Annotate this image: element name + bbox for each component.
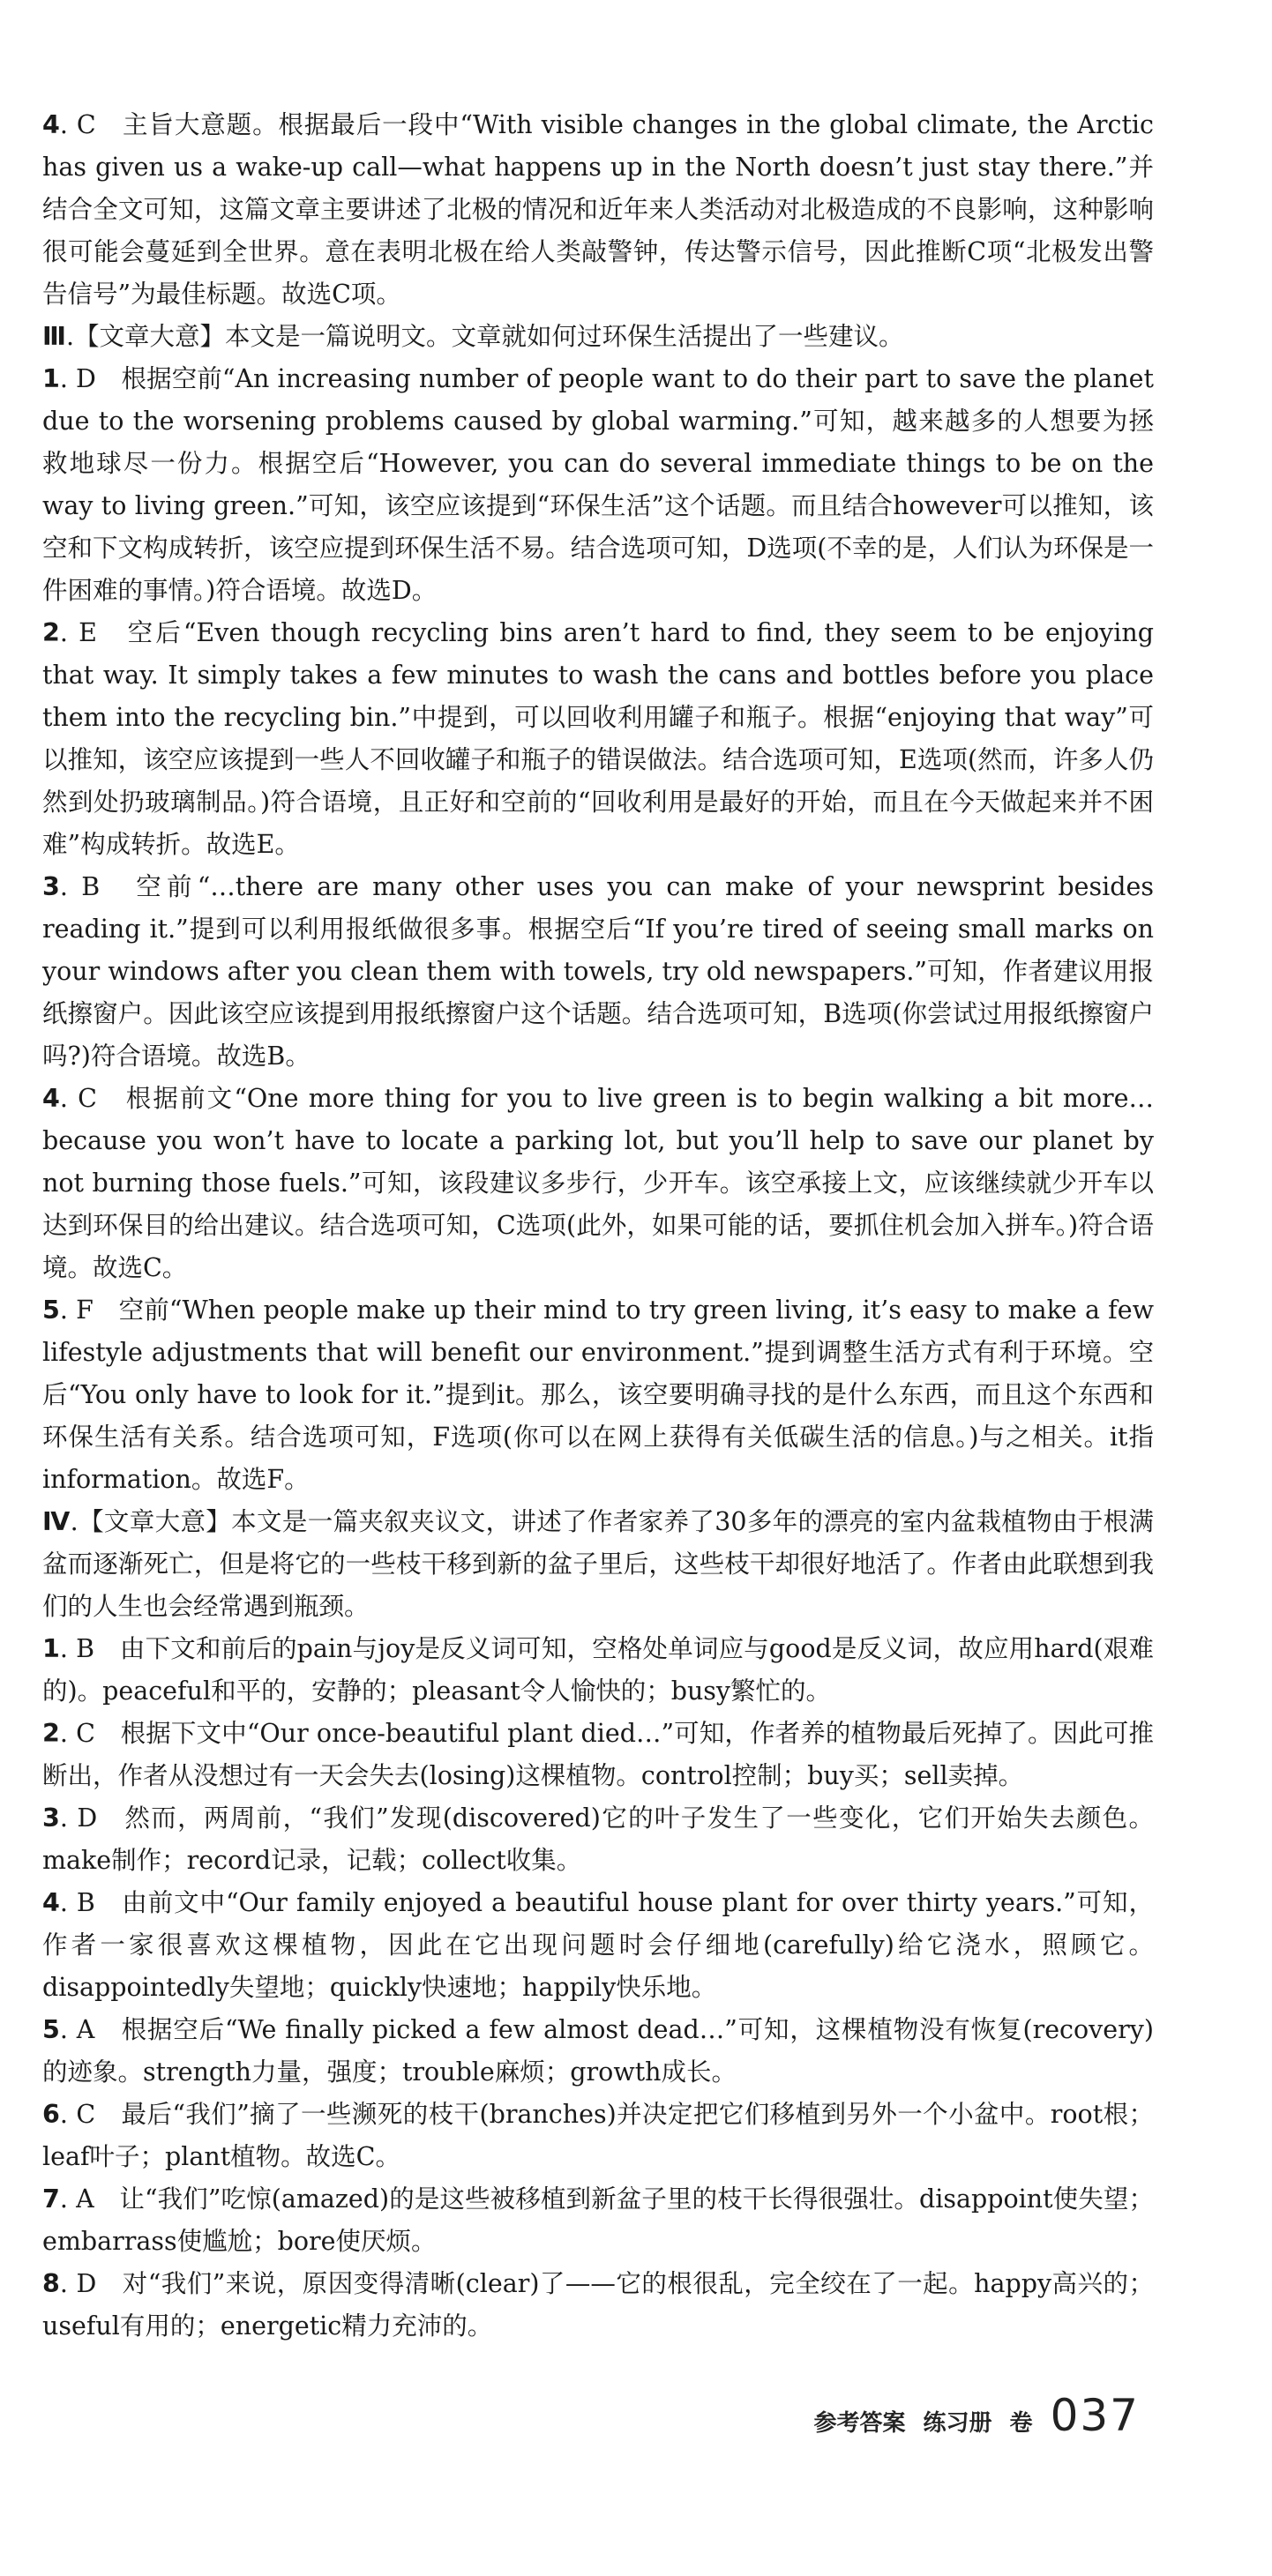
section-number: Ⅳ (42, 1507, 71, 1536)
item-text: . D 对“我们”来说，原因变得清晰(clear)了——它的根很乱，完全绞在了一起。happy高兴的；useful有用的；energetic精力充沛的。 (42, 2269, 1154, 2341)
item-text: . D 然而，两周前，“我们”发现(discovered)它的叶子发生了一些变化，它们开始失去颜色。make制作；record记录，记载；collect收集。 (42, 1803, 1154, 1875)
item-text: . A 让“我们”吃惊(amazed)的是这些被移植到新盆子里的枝干长得很强壮。disappoint使失望；embarrass使尴尬；bore使厌烦。 (42, 2184, 1154, 2256)
workbook-label: 练习册 (923, 2410, 992, 2437)
answer-iv-7 (42, 2178, 1154, 2263)
item-number: 3 (42, 872, 60, 901)
answer-iii-4 (42, 1078, 1154, 1289)
answer-iv-2 (42, 1713, 1154, 1797)
answer-content (42, 104, 1154, 2348)
volume-label: 卷 (1009, 2410, 1033, 2437)
item-number: 7 (42, 2184, 60, 2214)
item-text: . E 空后“Even though recycling bins aren’t hard to find, they seem to be enjoying that way. It simply takes a few minutes to wash the cans and bottles before you place them into the recycling bin.”中提到，可以回收利用罐子和瓶子。根据“enjoying that way”可以推知，该空应该提到一些人不回收罐子和瓶子的错误做法。结合选项可知，E选项(然而，许多人仍然到处扔玻璃制品。)符合语境，且正好和空前的“回收利用是最好的开始，而且在今天做起来并不困难”构成转折。故选E。 (42, 618, 1154, 859)
item-number: 2 (42, 618, 60, 647)
answer-iii-1 (42, 358, 1154, 612)
item-number: 4 (42, 1888, 60, 1917)
item-number: 8 (42, 2269, 60, 2298)
item-number: 6 (42, 2100, 60, 2129)
answer-iii-5 (42, 1289, 1154, 1501)
item-number: 5 (42, 1295, 60, 1325)
answer-iii-2 (42, 612, 1154, 866)
page-footer (814, 2390, 1140, 2441)
item-text: . B 由前文中“Our family enjoyed a beautiful house plant for over thirty years.”可知，作者一家很喜欢这棵植物，因此在它出现问题时会仔细地(carefully)给它浇水，照顾它。disappointedly失望地；quickly快速地；happily快乐地。 (42, 1888, 1154, 2002)
answer-iv-6 (42, 2094, 1154, 2178)
answer-iii-3 (42, 866, 1154, 1078)
answer-iv-3 (42, 1797, 1154, 1882)
section-number: Ⅲ (42, 322, 66, 351)
item-number: 4 (42, 110, 60, 139)
answer-iv-4 (42, 1882, 1154, 2009)
section-iv-summary (42, 1501, 1154, 1628)
item-text: . D 根据空前“An increasing number of people want to do their part to save the planet due to the worsening problems caused by global warming.”可知，越来越多的人想要为拯救地球尽一份力。根据空后“However, you can do several immediate things to be on the way to living green.”可知，该空应该提到“环保生活”这个话题。而且结合however可以推知，该空和下文构成转折，该空应提到环保生活不易。结合选项可知，D选项(不幸的是，人们认为环保是一件困难的事情。)符合语境。故选D。 (42, 364, 1154, 605)
item-text: . C 主旨大意题。根据最后一段中“With visible changes in the global climate, the Arctic has given us a wake-up call—what happens up in the North doesn’t just stay there.”并结合全文可知，这篇文章主要讲述了北极的情况和近年来人类活动对北极造成的不良影响，这种影响很可能会蔓延到全世界。意在表明北极在给人类敲警钟，传达警示信号，因此推断C项“北极发出警告信号”为最佳标题。故选C项。 (42, 110, 1154, 309)
item-text: . C 根据下文中“Our once-beautiful plant died…”可知，作者养的植物最后死掉了。因此可推断出，作者从没想过有一天会失去(losing)这棵植物。control控制；buy买；sell卖掉。 (42, 1719, 1154, 1790)
answer-a4 (42, 104, 1154, 316)
answer-iv-8 (42, 2263, 1154, 2348)
item-text: . F 空前“When people make up their mind to try green living, it’s easy to make a few lifestyle adjustments that will benefit our environment.”提到调整生活方式有利于环境。空后“You only have to look for it.”提到it。那么，该空要明确寻找的是什么东西，而且这个东西和环保生活有关系。结合选项可知，F选项(你可以在网上获得有关低碳生活的信息。)与之相关。it指information。故选F。 (42, 1295, 1154, 1494)
item-text: .【文章大意】本文是一篇夹叙夹议文，讲述了作者家养了30多年的漂亮的室内盆栽植物由于根满盆而逐渐死亡，但是将它的一些枝干移到新的盆子里后，这些枝干却很好地活了。作者由此联想到我们的人生也会经常遇到瓶颈。 (42, 1507, 1155, 1621)
item-number: 2 (42, 1719, 60, 1748)
answers-label: 参考答案 (813, 2410, 906, 2437)
item-text: . C 根据前文“One more thing for you to live green is to begin walking a bit more… because you won’t have to locate a parking lot, but you’ll help to save our planet by not burning those fuels.”可知，该段建议多步行，少开车。该空承接上文，应该继续就少开车以达到环保目的给出建议。结合选项可知，C选项(此外，如果可能的话，要抓住机会加入拼车。)符合语境。故选C。 (42, 1084, 1154, 1282)
item-number: 5 (42, 2015, 60, 2044)
item-number: 4 (42, 1084, 60, 1113)
item-text: . B 空前“…there are many other uses you can make of your newsprint besides reading it.”提到可以利用报纸做很多事。根据空后“If you’re tired of seeing small marks on your windows after you clean them with towels, try old newspapers.”可知，作者建议用报纸擦窗户。因此该空应该提到用报纸擦窗户这个话题。结合选项可知，B选项(你尝试过用报纸擦窗户吗?)符合语境。故选B。 (42, 872, 1154, 1071)
item-number: 1 (42, 1634, 60, 1663)
item-text: . A 根据空后“We finally picked a few almost dead…”可知，这棵植物没有恢复(recovery)的迹象。strength力量，强度；trouble麻烦；growth成长。 (42, 2015, 1154, 2087)
item-text: .【文章大意】本文是一篇说明文。文章就如何过环保生活提出了一些建议。 (65, 322, 904, 351)
section-iii-summary (42, 316, 1154, 358)
item-text: . C 最后“我们”摘了一些濒死的枝干(branches)并决定把它们移植到另外一个小盆中。root根；leaf叶子；plant植物。故选C。 (42, 2100, 1154, 2171)
page-number: 037 (1050, 2390, 1140, 2441)
item-text: . B 由下文和前后的pain与joy是反义词可知，空格处单词应与good是反义词，故应用hard(艰难的)。peaceful和平的，安静的；pleasant令人愉快的；busy繁忙的。 (42, 1634, 1154, 1706)
item-number: 3 (42, 1803, 60, 1833)
answer-iv-1 (42, 1628, 1154, 1713)
item-number: 1 (42, 364, 60, 393)
answer-iv-5 (42, 2009, 1154, 2094)
